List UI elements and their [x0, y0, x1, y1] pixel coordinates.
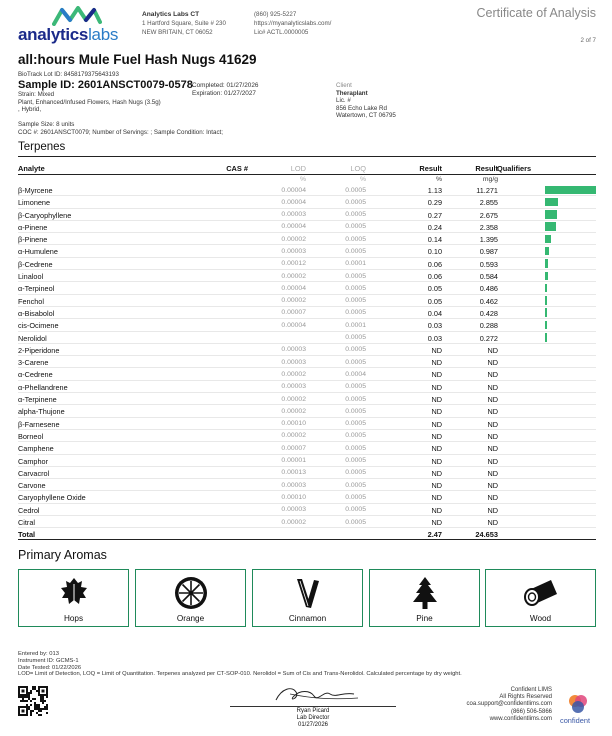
cell-result-pct: 0.27 [427, 210, 442, 220]
cell-result-pct: 0.06 [427, 259, 442, 269]
cell-analyte: α-Terpinene [18, 395, 57, 405]
sample-size: Sample Size: 8 units [18, 121, 75, 128]
cell-result-pct: ND [431, 358, 442, 368]
total-pct: 2.47 [427, 530, 442, 540]
cell-result-mg: 0.462 [479, 296, 498, 306]
cell-result-mg: 2.358 [479, 222, 498, 232]
table-row [18, 258, 596, 270]
col-qualifiers: Qualifiers [497, 164, 532, 173]
qualifier-bar [545, 235, 551, 244]
cell-lod: 0.00002 [281, 407, 306, 415]
col-result-pct: Result [419, 164, 442, 173]
table-row [18, 516, 596, 528]
cell-loq: 0.0005 [345, 247, 366, 255]
col-lod: LOD [290, 164, 306, 173]
lims-phone: (866) 506-5866 [510, 708, 552, 715]
table-row [18, 221, 596, 233]
cell-result-mg: ND [487, 407, 498, 417]
signatory-title: Lab Director [296, 714, 330, 721]
qualifier-bar [545, 321, 547, 330]
table-body [18, 184, 596, 528]
signature-block [230, 684, 396, 734]
table-row [18, 282, 596, 294]
cell-result-mg: ND [487, 518, 498, 528]
cell-lod: 0.00002 [281, 272, 306, 280]
cell-loq: 0.0005 [345, 284, 366, 292]
cell-result-mg: ND [487, 493, 498, 503]
cell-result-mg: 2.675 [479, 210, 498, 220]
cell-analyte: 2-Piperidone [18, 345, 60, 355]
cell-result-pct: 0.14 [427, 235, 442, 245]
signature-scribble-icon [270, 684, 360, 706]
cell-analyte: α-Cedrene [18, 370, 53, 380]
cell-lod: 0.00002 [281, 395, 306, 403]
cell-analyte: Fenchol [18, 296, 44, 306]
qualifier-bar [545, 247, 549, 256]
signatory-name: Ryan Picard [296, 708, 330, 714]
aroma-card-pine [369, 569, 480, 627]
cell-analyte: Camphor [18, 456, 49, 466]
cell-result-mg: ND [487, 370, 498, 380]
table-row [18, 319, 596, 331]
table-row [18, 491, 596, 503]
terpenes-table [18, 163, 596, 540]
cell-loq: 0.0001 [345, 321, 366, 329]
cell-result-mg: ND [487, 444, 498, 454]
cell-result-pct: ND [431, 345, 442, 355]
confident-logo [560, 694, 598, 728]
cell-loq: 0.0005 [345, 493, 366, 501]
cell-result-pct: 0.29 [427, 198, 442, 208]
table-row [18, 209, 596, 221]
table-row [18, 504, 596, 516]
client-label: Client [336, 82, 352, 89]
cell-analyte: 3-Carene [18, 358, 49, 368]
completed-date: Completed: 01/27/2026 [192, 82, 259, 89]
cell-loq: 0.0005 [345, 457, 366, 465]
cell-analyte: α-Terpineol [18, 284, 55, 294]
aromas-row [18, 569, 596, 629]
qualifier-bar [545, 210, 557, 219]
cell-lod: 0.00007 [281, 309, 306, 317]
cinnamon-stick-icon [291, 576, 325, 610]
cell-result-pct: ND [431, 382, 442, 392]
cell-lod: 0.00003 [281, 211, 306, 219]
terpenes-section-rule [18, 156, 596, 157]
confident-logo-icon [568, 694, 588, 714]
cell-analyte: β-Pinene [18, 235, 48, 245]
cell-analyte: Carvone [18, 481, 46, 491]
qr-code[interactable] [18, 686, 48, 716]
cell-lod: 0.00010 [281, 493, 306, 501]
cell-lod: 0.00002 [281, 370, 306, 378]
table-row [18, 430, 596, 442]
cell-lod: 0.00004 [281, 321, 306, 329]
cell-lod: 0.00004 [281, 186, 306, 194]
confident-logo-word: confident [560, 716, 590, 725]
instrument-id: Instrument ID: GCMS-1 [18, 657, 79, 664]
table-row [18, 196, 596, 208]
table-row [18, 270, 596, 282]
test-notes [18, 651, 462, 678]
cell-result-pct: ND [431, 493, 442, 503]
qualifier-bar [545, 308, 547, 317]
table-row [18, 233, 596, 245]
cell-result-mg: ND [487, 358, 498, 368]
cell-result-pct: 0.10 [427, 247, 442, 257]
qualifier-bar [545, 333, 547, 342]
wood-log-icon [521, 576, 561, 610]
signature-date: 01/27/2026 [297, 721, 329, 728]
cell-result-mg: 0.288 [479, 321, 498, 331]
cell-analyte: β-Farnesene [18, 419, 60, 429]
total-label: Total [18, 530, 36, 540]
cell-analyte: β-Cedrene [18, 259, 53, 269]
cell-result-pct: 0.04 [427, 308, 442, 318]
logo-word-thin: labs [88, 25, 119, 44]
cell-lod: 0.00002 [281, 432, 306, 440]
cell-loq: 0.0004 [345, 370, 366, 378]
cell-loq: 0.0005 [345, 432, 366, 440]
qualifier-bar [545, 198, 558, 207]
cell-loq: 0.0005 [345, 481, 366, 489]
cell-result-mg: 0.593 [479, 259, 498, 269]
cell-lod: 0.00003 [281, 481, 306, 489]
table-row [18, 418, 596, 430]
terpenes-section-title: Terpenes [18, 141, 66, 153]
cell-result-pct: ND [431, 407, 442, 417]
client-block [336, 82, 396, 120]
table-row [18, 442, 596, 454]
signatory [230, 708, 396, 728]
cell-result-mg: ND [487, 456, 498, 466]
qualifier-bar [545, 284, 547, 293]
cell-loq: 0.0005 [345, 358, 366, 366]
client-name: Theraplant [336, 89, 368, 97]
cell-result-mg: ND [487, 431, 498, 441]
document-title: Certificate of Analysis [476, 6, 596, 20]
cell-lod: 0.00001 [281, 457, 306, 465]
cell-lod: 0.00004 [281, 284, 306, 292]
cell-loq: 0.0005 [345, 235, 366, 243]
strain: Strain: Mixed [18, 91, 55, 98]
cell-result-mg: ND [487, 395, 498, 405]
table-row [18, 467, 596, 479]
cell-analyte: Nerolidol [18, 333, 47, 343]
cell-lod: 0.00003 [281, 358, 306, 366]
cell-analyte: α-Phellandrene [18, 382, 68, 392]
client-license: Lic. # [336, 97, 351, 105]
cell-loq: 0.0005 [345, 297, 366, 305]
cell-result-mg: 11.271 [476, 186, 498, 195]
cell-analyte: α-Bisabolol [18, 308, 55, 318]
cell-analyte: Cedrol [18, 505, 40, 515]
table-row [18, 455, 596, 467]
cell-loq: 0.0005 [345, 506, 366, 514]
cell-result-pct: 0.24 [427, 222, 442, 232]
cell-loq: 0.0005 [345, 383, 366, 391]
cell-lod: 0.00002 [281, 235, 306, 243]
cell-lod: 0.00007 [281, 444, 306, 452]
cell-loq: 0.0005 [345, 469, 366, 477]
cell-result-pct: ND [431, 505, 442, 515]
cell-result-pct: ND [431, 395, 442, 405]
cell-result-pct: 0.03 [427, 321, 442, 331]
cell-analyte: alpha-Thujone [18, 407, 65, 417]
cell-result-pct: 0.03 [427, 333, 442, 343]
biotrack-lot-id: BioTrack Lot ID: 8458179375643193 [18, 71, 119, 78]
aroma-label: Cinnamon [288, 614, 327, 623]
cell-result-pct: ND [431, 456, 442, 466]
cell-result-mg: 0.987 [479, 247, 498, 257]
cell-lod: 0.00004 [281, 198, 306, 206]
cell-lod: 0.00012 [281, 260, 306, 268]
table-row [18, 245, 596, 257]
lims-block [467, 687, 552, 723]
orange-slice-icon [174, 576, 208, 610]
qualifier-bar [545, 259, 548, 268]
cell-result-pct: ND [431, 481, 442, 491]
cell-result-pct: 0.05 [427, 284, 442, 294]
table-row [18, 381, 596, 393]
qualifier-bar [545, 222, 556, 231]
lims-email-link[interactable]: coa.support@confidentlims.com [466, 701, 552, 708]
cell-lod: 0.00010 [281, 420, 306, 428]
lab-url-link[interactable]: https://myanalyticslabs.com/ [254, 20, 332, 27]
table-units-row [18, 174, 596, 184]
table-row [18, 356, 596, 368]
cell-lod: 0.00003 [281, 247, 306, 255]
client-address-2: Watertown, CT 06795 [336, 112, 396, 120]
cell-loq: 0.0005 [345, 444, 366, 452]
aroma-card-cinnamon [252, 569, 363, 627]
cell-loq: 0.0005 [345, 420, 366, 428]
cell-result-pct: 0.05 [427, 296, 442, 306]
entered-by: Entered by: 013 [18, 651, 59, 657]
cell-result-pct: ND [431, 370, 442, 380]
cell-analyte: Camphene [18, 444, 54, 454]
product-type: Plant, Enhanced/Infused Flowers, Hash Nugs (3.5g) [18, 98, 161, 106]
qualifier-bar [545, 272, 548, 281]
cell-result-pct: ND [431, 444, 442, 454]
cell-analyte: α-Pinene [18, 222, 48, 232]
coa-header [18, 6, 596, 46]
table-row [18, 184, 596, 196]
lab-phone: (860) 925-5227 [254, 11, 297, 18]
client-address-1: 856 Echo Lake Rd [336, 104, 387, 112]
signature-line [230, 706, 396, 707]
cell-loq: 0.0005 [345, 211, 366, 219]
table-row [18, 479, 596, 491]
table-row [18, 393, 596, 405]
col-analyte: Analyte [18, 164, 45, 173]
lab-license: Lic# ACTL.0000005 [254, 29, 309, 36]
logo-wave-icon [52, 6, 102, 26]
cell-result-mg: ND [487, 481, 498, 491]
cell-result-mg: 1.395 [479, 235, 498, 245]
table-row [18, 405, 596, 417]
cell-loq: 0.0005 [345, 309, 366, 317]
cell-result-mg: 0.486 [479, 284, 498, 294]
cell-loq: 0.0005 [345, 407, 366, 415]
pine-tree-icon [408, 576, 442, 612]
lab-contact-block [254, 10, 331, 37]
cell-result-mg: ND [487, 419, 498, 429]
cell-lod: 0.00003 [281, 383, 306, 391]
product-type-2: , Hybrid, [18, 106, 42, 114]
cell-analyte: Limonene [18, 198, 51, 208]
aromas-section-title: Primary Aromas [18, 548, 107, 562]
page-number: 2 of 7 [580, 37, 596, 44]
cell-loq: 0.0001 [345, 260, 366, 268]
lims-rights: All Rights Reserved [499, 694, 552, 701]
col-cas: CAS # [226, 164, 248, 173]
cell-result-pct: ND [431, 518, 442, 528]
aroma-card-wood [485, 569, 596, 627]
unit-lod: % [299, 176, 306, 183]
aroma-label: Hops [63, 614, 84, 623]
logo-word-bold: analytics [18, 25, 89, 44]
cell-loq: 0.0005 [345, 272, 366, 280]
cell-result-mg: ND [487, 345, 498, 355]
cell-result-mg: ND [487, 468, 498, 478]
lab-address-block [142, 10, 226, 37]
hops-icon [57, 576, 91, 610]
date-tested: Date Tested: 01/22/2026 [18, 664, 82, 671]
cell-lod: 0.00002 [281, 297, 306, 305]
cell-analyte: α-Humulene [18, 247, 58, 257]
dates-block [192, 82, 258, 98]
cell-analyte: Borneol [18, 431, 44, 441]
table-row [18, 332, 596, 344]
aroma-card-orange [135, 569, 246, 627]
logo-wordmark [18, 25, 118, 45]
analytics-labs-logo [18, 6, 136, 46]
lims-name: Confident LIMS [510, 687, 552, 693]
cell-loq: 0.0005 [345, 334, 366, 342]
cell-lod: 0.00013 [281, 469, 306, 477]
coc-info: COC #: 2601ANSCT0079; Number of Servings: ; Sample Condition: Intact; [18, 128, 223, 136]
cell-lod: 0.00003 [281, 506, 306, 514]
cell-result-mg: ND [487, 382, 498, 392]
cell-analyte: β-Caryophyllene [18, 210, 72, 220]
cell-loq: 0.0005 [345, 223, 366, 231]
cell-analyte: Carvacrol [18, 468, 50, 478]
table-row [18, 368, 596, 380]
qualifier-bar [545, 186, 596, 195]
unit-pct: % [435, 176, 442, 183]
cell-loq: 0.0005 [345, 346, 366, 354]
cell-result-pct: ND [431, 431, 442, 441]
sample-id: Sample ID: 2601ANSCT0079-0578 [18, 79, 193, 91]
table-row [18, 295, 596, 307]
cell-analyte: Caryophyllene Oxide [18, 493, 86, 503]
cell-loq: 0.0005 [345, 518, 366, 526]
expiration-date: Expiration: 01/27/2027 [192, 90, 256, 97]
unit-mg: mg/g [482, 176, 498, 183]
aroma-label: Wood [529, 614, 552, 623]
col-loq: LOQ [350, 164, 366, 173]
cell-analyte: cis-Ocimene [18, 321, 59, 331]
cell-result-mg: ND [487, 505, 498, 515]
sample-size-block [18, 121, 223, 136]
table-row [18, 307, 596, 319]
unit-loq: % [359, 176, 366, 183]
table-header [18, 163, 596, 174]
cell-result-pct: 0.06 [427, 272, 442, 282]
cell-result-mg: 2.855 [479, 198, 498, 208]
cell-result-pct: 1.13 [427, 186, 442, 195]
aroma-label: Pine [416, 614, 433, 623]
lab-name: Analytics Labs CT [142, 11, 200, 18]
cell-analyte: Linalool [18, 272, 44, 282]
lab-address-line-2: NEW BRITAIN, CT 06052 [142, 29, 213, 36]
aroma-label: Orange [176, 614, 205, 623]
lab-address-line-1: 1 Hartford Square, Suite # 230 [142, 20, 226, 27]
total-mg: 24.653 [475, 530, 498, 540]
cell-lod: 0.00002 [281, 518, 306, 526]
aroma-card-hops [18, 569, 129, 627]
cell-result-pct: ND [431, 419, 442, 429]
cell-loq: 0.0005 [345, 186, 366, 194]
cell-lod: 0.00003 [281, 346, 306, 354]
qualifier-bar [545, 296, 547, 305]
cell-result-mg: 0.272 [479, 333, 498, 343]
col-result-mg: Result [475, 164, 498, 173]
product-name: all:hours Mule Fuel Hash Nugs 41629 [18, 52, 257, 67]
cell-analyte: β-Myrcene [18, 186, 53, 195]
cell-result-mg: 0.584 [479, 272, 498, 282]
cell-loq: 0.0005 [345, 395, 366, 403]
lims-url-link[interactable]: www.confidentlims.com [489, 715, 552, 722]
cell-result-pct: ND [431, 468, 442, 478]
lod-loq-legend: LOD= Limit of Detection, LOQ = Limit of Quantitation. Terpenes analyzed per CT-SOP-010. Nerolidol = Sum of Cis and Trans-Nerolidol. Calculated percentage by dry weight. [18, 671, 462, 678]
table-row [18, 344, 596, 356]
cell-loq: 0.0005 [345, 198, 366, 206]
cell-analyte: Citral [18, 518, 36, 528]
cell-lod: 0.00004 [281, 223, 306, 231]
strain-block [18, 91, 161, 114]
cell-result-mg: 0.428 [479, 308, 498, 318]
table-total-row [18, 528, 596, 540]
